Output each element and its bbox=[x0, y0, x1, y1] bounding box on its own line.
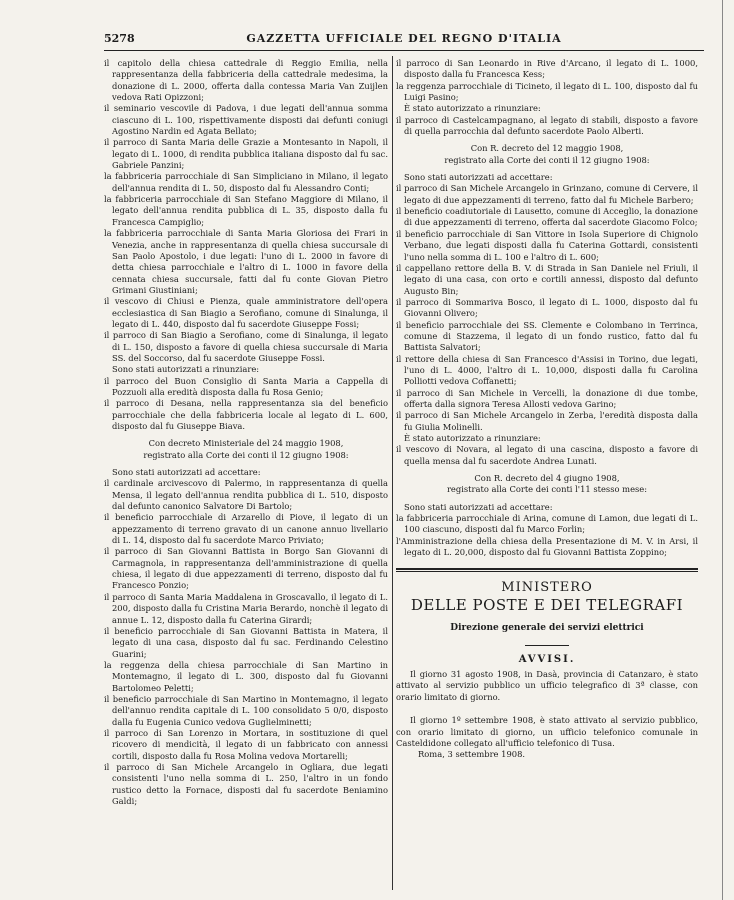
entry-paragraph: il parroco di Castelcampagnano, al legato di stabili, disposto a favore di quella parrocchia dal defunto sacerdote Paolo Alberti. bbox=[396, 114, 698, 137]
decree-registration: registrato alla Corte dei conti il 12 giugno 1908: bbox=[143, 449, 349, 460]
section-rule bbox=[396, 568, 698, 570]
entry-paragraph: il parroco di San Giovanni Battista in Borgo San Giovanni di Carmagnola, in rappresentanza dell'amministrazione di quella chiesa, il legato di due appezzamenti di terreno, disposto dal fu Francesco Ponzio; bbox=[104, 546, 388, 591]
entry-paragraph: l'Amministrazione della chiesa della Presentazione di M. V. in Arsi, il legato di L. 20,000, disposto dal fu Giovanni Battista Zoppino; bbox=[396, 535, 698, 558]
authorization-note: Sono stati autorizzati ad accettare: bbox=[404, 501, 553, 512]
notices-heading: AVVISI. bbox=[518, 653, 576, 665]
entry-paragraph: il beneficio coadiutoriale di Lausetto, comune di Acceglio, la donazione di due appezzamenti di terreno, offerta dal sacerdote Giacomo Folco; bbox=[396, 206, 698, 228]
entry-paragraph: il cardinale arcivescovo di Palermo, in rappresentanza di quella Mensa, il legato dell'annua rendita pubblica di L. 510, disposto dal defunto canonico Salvatore Di Bartolo; bbox=[104, 478, 388, 512]
entry-paragraph: la fabbriceria parrocchiale di Arina, comune di Lamon, due legati di L. 100 ciascuno, disposti dal fu Marco Forlin; bbox=[396, 513, 698, 535]
decree-heading: Con R. decreto del 4 giugno 1908, bbox=[474, 473, 620, 484]
entry-paragraph: il beneficio parrocchiale di San Giovanni Battista in Matera, il legato di una casa, disposto dal fu sac. Ferdinando Celestino Guarini; bbox=[104, 625, 388, 659]
entry-paragraph: il parroco di San Michele Arcangelo in Grinzano, comune di Cervere, il legato di due appezzamenti di terreno, fatto dal fu Michele Barbero; bbox=[396, 183, 698, 205]
entry-paragraph: il seminario vescovile di Padova, i due legati dell'annua somma ciascuno di L. 100, rispettivamente disposti dai defunti coniugi Agostino Nardin ed Agata Bellato; bbox=[104, 103, 388, 137]
entry-paragraph: la fabbriceria parrocchiale di San Stefano Maggiore di Milano, il legato dell'annua rendita pubblica di L. 35, disposto dalla fu Francesca Campiglio; bbox=[104, 194, 388, 227]
page-edge-line bbox=[722, 0, 723, 900]
decree-registration: registrato alla Corte dei conti l'11 stesso mese: bbox=[446, 484, 648, 495]
decree-registration: registrato alla Corte dei conti il 12 giugno 1908: bbox=[444, 154, 650, 165]
ministry-subheading: DELLE POSTE E DEI TELEGRAFI bbox=[410, 596, 684, 615]
entry-paragraph: il cappellano rettore della B. V. di Strada in San Daniele nel Friuli, il legato di una casa, con orto e cortili annessi, disposto dal defunto Augusto Bin; bbox=[396, 262, 698, 296]
entry-paragraph: il parroco di San Leonardo in Rive d'Arcano, il legato di L. 1000, disposto dalla fu Francesca Kess; bbox=[396, 58, 698, 80]
entry-paragraph: la reggenza parrocchiale di Ticineto, il legato di L. 100, disposto dal fu Luigi Pasino; bbox=[396, 80, 698, 103]
entry-paragraph: il parroco di Desana, nella rappresentanza sia del beneficio parrocchiale che della fabbriceria locale al legato di L. 600, disposto dal fu Giuseppe Biava. bbox=[104, 398, 388, 431]
ministry-heading: MINISTERO bbox=[501, 580, 593, 596]
signoff-date: Roma, 3 settembre 1908. bbox=[418, 749, 526, 760]
left-column bbox=[104, 58, 388, 888]
entry-paragraph: il beneficio parrocchiale di Arzarello di Piove, il legato di un appezzamento di terreno gravato di un canone annuo livellario di L. 14, disposto dal fu sacerdote Marco Priviato; bbox=[104, 512, 388, 546]
authorization-note: Sono stati autorizzati ad accettare: bbox=[404, 172, 553, 183]
page-header bbox=[104, 32, 704, 46]
right-column bbox=[396, 58, 698, 888]
authorization-note: Sono stati autorizzati ad accettare: bbox=[112, 467, 261, 478]
entry-paragraph: la fabbriceria parrocchiale di San Simpliciano in Milano, il legato dell'annua rendita di L. 50, disposto dal fu Alessandro Conti; bbox=[104, 171, 388, 193]
entry-paragraph: il capitolo della chiesa cattedrale di Reggio Emilia, nella rappresentanza della fabbriceria della cattedrale medesima, la donazione di L. 2000, offerta dalla contessa Maria Van Zuijlen vedova Rati Opizzoni; bbox=[104, 58, 388, 103]
gazette-title: GAZZETTA UFFICIALE DEL REGNO D'ITALIA bbox=[246, 32, 562, 45]
entry-paragraph: il parroco di San Lorenzo in Mortara, in sostituzione di quel ricovero di mendicità, il legato di un fabbricato con annessi cortili, disposto dalla fu Rosa Molina vedova Mortarelli; bbox=[104, 727, 388, 761]
entry-paragraph: il parroco di Santa Maria Maddalena in Groscavallo, il legato di L. 200, disposto dalla fu Cristina Maria Berardo, nonchè il legato di annue L. 12, disposto dalla fu Caterina Girardi; bbox=[104, 591, 388, 625]
entry-paragraph: il parroco di Santa Maria delle Grazie a Montesanto in Napoli, il legato di L. 1000, di rendita pubblica italiana disposto dal fu sac. Gabriele Panzini; bbox=[104, 137, 388, 171]
entry-paragraph: il parroco di San Michele in Vercelli, la donazione di due tombe, offerta dalla signora Teresa Allosti vedova Garino; bbox=[396, 387, 698, 409]
entry-paragraph: la reggenza della chiesa parrocchiale di San Martino in Montemagno, il legato di L. 300, disposto dal fu Giovanni Bartolomeo Peletti; bbox=[104, 659, 388, 693]
entry-paragraph: il beneficio parrocchiale di San Martino in Montemagno, il legato dell'annuo rendita capitale di L. 100 consolidato 5 0/0, disposto dalla fu Eugenia Cunico vedova Guglielminetti; bbox=[104, 693, 388, 727]
entry-paragraph: il parroco di San Michele Arcangelo in Zerba, l'eredità disposta dalla fu Giulia Molinelli. bbox=[396, 410, 698, 432]
entry-paragraph: il vescovo di Novara, al legato di una cascina, disposto a favore di quella mensa dal fu sacerdote Andrea Lunati. bbox=[396, 444, 698, 466]
entry-paragraph: il beneficio parrocchiale dei SS. Clemente e Colombano in Terrinca, comune di Stazzema, il legato di un fondo rustico, fatto dal fu Battista Salvatori; bbox=[396, 319, 698, 353]
entry-paragraph: il parroco di San Biagio a Serofiano, come di Sinalunga, il legato di L. 150, disposto a favore di quella chiesa succursale di Maria SS. del Soccorso, dal fu sacerdote Giuseppe Fossi. bbox=[104, 330, 388, 363]
entry-paragraph: il rettore della chiesa di San Francesco d'Assisi in Torino, due legati, l'uno di L. 4000, l'altro di L. 10,000, disposti dalla fu Carolina Polliotti vedova Coffanetti; bbox=[396, 353, 698, 387]
section-rule bbox=[396, 571, 698, 572]
authorization-note: È stato autorizzato a rinunziare: bbox=[404, 103, 541, 114]
authorization-note: È stato autorizzato a rinunziare: bbox=[404, 433, 541, 443]
decree-heading: Con decreto Ministeriale del 24 maggio 1908, bbox=[148, 438, 344, 449]
page-number: 5278 bbox=[104, 32, 135, 45]
short-rule bbox=[525, 645, 569, 646]
entry-paragraph: il beneficio parrocchiale di San Vittore in Isola Superiore di Chignolo Verbano, due legati disposti dalla fu Caterina Gottardi, consistenti l'uno nella somma di L. 100 e l'altro di L. 600; bbox=[396, 228, 698, 262]
header-rule bbox=[104, 50, 704, 51]
entry-paragraph: la fabbriceria parrocchiale di Santa Maria Gloriosa dei Frari in Venezia, anche in rappresentanza di quella chiesa succursale di San Paolo Apostolo, i due legati: l'uno di L. 2000 in favore di detta chiesa parrocchiale e l'altro di L. 1000 in favore della cennata chiesa succursale, fatti dal fu conte Giovan Pietro Grimani Giustiniani; bbox=[104, 228, 388, 295]
column-divider bbox=[392, 56, 393, 890]
entry-paragraph: il parroco del Buon Consiglio di Santa Maria a Cappella di Pozzuoli alla eredità disposta dalla fu Rosa Genio; bbox=[104, 375, 388, 397]
decree-heading: Con R. decreto del 12 maggio 1908, bbox=[470, 143, 624, 154]
direction-heading: Direzione generale dei servizi elettrici bbox=[450, 623, 644, 634]
notice-paragraph: Il giorno 1º settembre 1908, è stato attivato al servizio pubblico, con orario limitato di giorno, un ufficio telefonico comunale in Casteldidone collegato all'ufficio telefonico di Tusa. bbox=[396, 715, 698, 748]
entry-paragraph: il parroco di San Michele Arcangelo in Ogliara, due legati consistenti l'uno nella somma di L. 250, l'altro in un fondo rustico detto la Fornace, disposti dal fu sacerdote Beniamino Galdi; bbox=[104, 761, 388, 806]
entry-paragraph: il vescovo di Chiusi e Pienza, quale amministratore dell'opera ecclesiastica di San Biagio a Serofiano, comune di Sinalunga, il legato di L. 440, disposto dal fu sacerdote Giuseppe Fossi; bbox=[104, 296, 388, 329]
authorization-note: Sono stati autorizzati a rinunziare: bbox=[112, 364, 260, 375]
entry-paragraph: il parroco di Sommariva Bosco, il legato di L. 1000, disposto dal fu Giovanni Olivero; bbox=[396, 296, 698, 319]
notice-paragraph: Il giorno 31 agosto 1908, in Dasà, provincia di Catanzaro, è stato attivato al servizio pubblico un ufficio telegrafico di 3ª classe, con orario limitato di giorno. bbox=[396, 669, 698, 702]
